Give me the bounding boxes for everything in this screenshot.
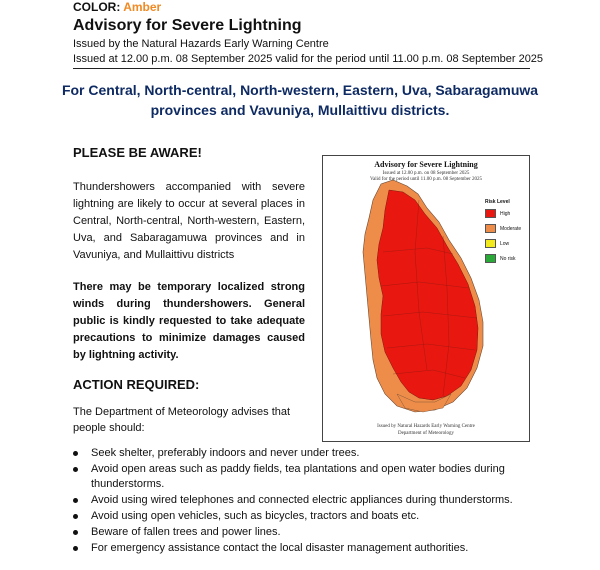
list-item-text: Avoid using wired telephones and connected electric appliances during thunderstorms. — [91, 494, 513, 506]
list-item-text: Seek shelter, preferably indoors and never under trees. — [91, 447, 360, 459]
aware-paragraph: Thundershowers accompanied with severe lightning are likely to occur at several places in Central, North-central, North-western, Eastern, Uva, and Sabaragamuwa provinces and in Vavuniya, and Mullaittivu districts — [73, 181, 305, 261]
action-list — [73, 446, 553, 557]
list-item-text: Avoid open areas such as paddy fields, tea plantations and open water bodies during thunderstorms. — [91, 463, 505, 490]
map-title: Advisory for Severe Lightning — [374, 160, 478, 169]
legend-swatch-no-risk — [485, 254, 496, 263]
map-legend — [485, 199, 529, 269]
legend-swatch-high — [485, 209, 496, 218]
legend-item-low — [485, 239, 529, 248]
list-item-text: Avoid using open vehicles, such as bicycles, tractors and boats etc. — [91, 510, 420, 522]
legend-label: Low — [500, 240, 510, 247]
legend-title: Risk Level — [485, 199, 510, 205]
advisory-title: Advisory for Severe Lightning — [73, 17, 302, 34]
legend-item-high — [485, 209, 529, 218]
action-heading: ACTION REQUIRED: — [73, 377, 200, 392]
list-item — [73, 446, 553, 461]
legend-swatch-low — [485, 239, 496, 248]
legend-item-moderate — [485, 224, 529, 233]
map-footer-department: Department of Meteorology — [397, 431, 455, 436]
bullet-icon — [73, 546, 78, 551]
legend-swatch-moderate — [485, 224, 496, 233]
list-item — [73, 525, 553, 540]
affected-areas: For Central, North-central, North-western, Eastern, Uva, Sabaragamuwa provinces and Vavuniya, Mullaittivu districts. — [61, 82, 539, 118]
risk-map — [322, 155, 530, 442]
validity-period: Issued at 12.00 p.m. 08 September 2025 valid for the period until 11.00 p.m. 08 September 2025 — [73, 53, 544, 65]
action-intro: The Department of Meteorology advises that people should: — [73, 406, 291, 434]
color-value: Amber — [123, 0, 162, 14]
map-subtitle-issued: Issued at 12.00 p.m. on 08 September 2025 — [382, 171, 470, 176]
legend-label: Moderate — [500, 225, 522, 232]
list-item — [73, 541, 553, 556]
aware-heading: PLEASE BE AWARE! — [73, 145, 202, 160]
legend-label: High — [500, 210, 511, 217]
legend-item-no-risk — [485, 254, 529, 263]
list-item — [73, 509, 553, 524]
bullet-icon — [73, 498, 78, 503]
bullet-icon — [73, 467, 78, 472]
legend-label: No risk — [500, 255, 516, 262]
winds-paragraph: There may be temporary localized strong winds during thundershowers. General public is kindly requested to take adequate precautions to minimize damages caused by lightning activity. — [73, 281, 305, 361]
list-item-text: For emergency assistance contact the local disaster management authorities. — [91, 542, 469, 554]
list-item — [73, 462, 553, 492]
bullet-icon — [73, 514, 78, 519]
map-footer-issuer: Issued by Natural Hazards Early Warning Centre — [377, 424, 475, 429]
list-item — [73, 493, 553, 508]
header-divider — [73, 68, 530, 69]
map-subtitle-valid: Valid for the period until 11.00 p.m. 08 September 2025 — [369, 177, 483, 182]
issued-by: Issued by the Natural Hazards Early Warning Centre — [73, 38, 329, 50]
color-label: COLOR: — [73, 0, 121, 14]
bullet-icon — [73, 451, 78, 456]
color-line — [73, 0, 161, 14]
bullet-icon — [73, 530, 78, 535]
list-item-text: Beware of fallen trees and power lines. — [91, 526, 281, 538]
